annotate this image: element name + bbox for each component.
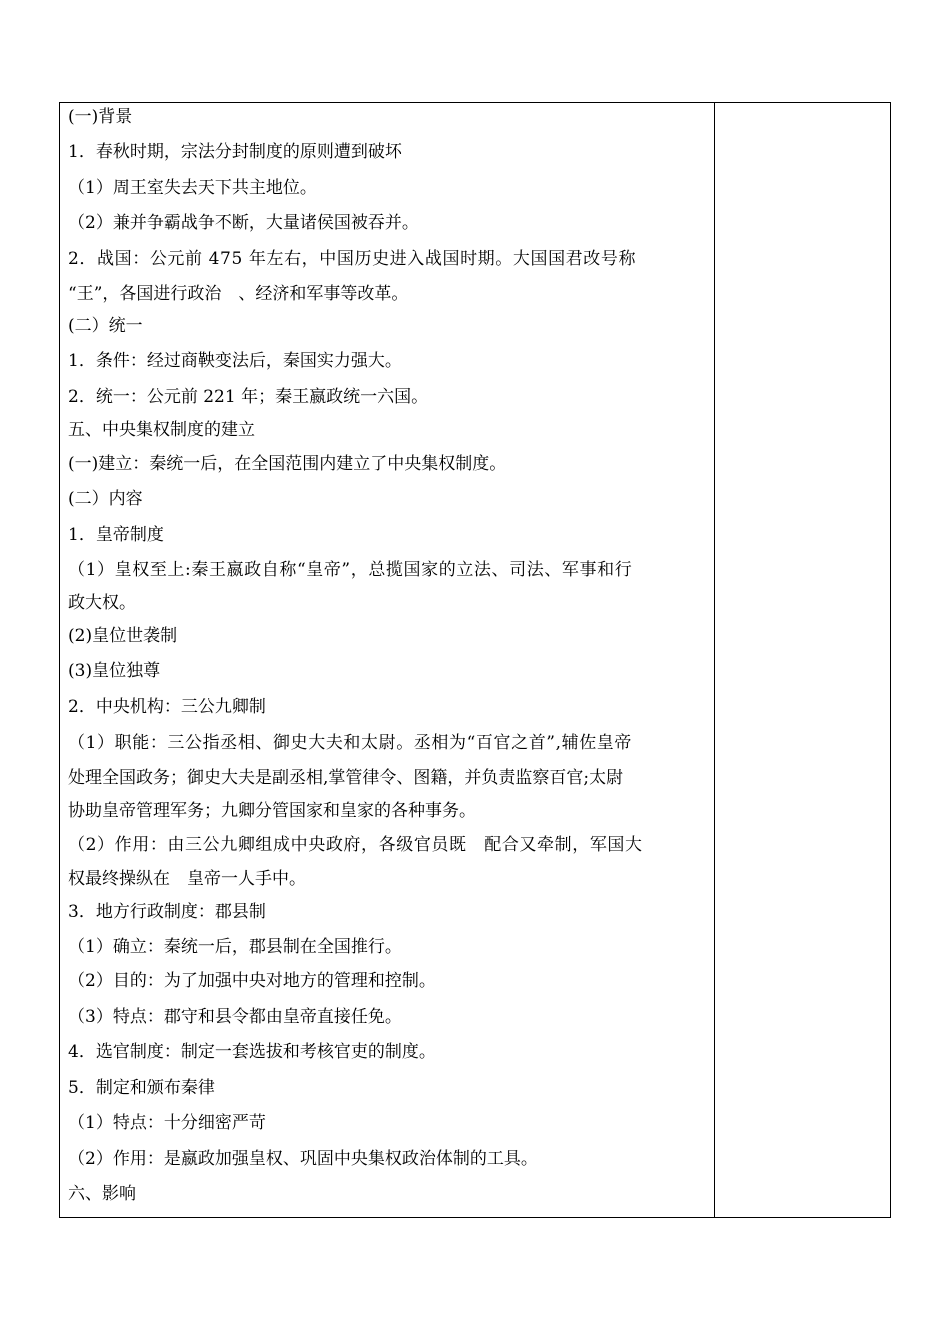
outline-table bbox=[59, 102, 891, 1218]
text-line: （1）特点：十分细密严苛 bbox=[68, 1113, 266, 1133]
section-heading: 五、中央集权制度的建立 bbox=[68, 420, 255, 440]
text-line: （1）确立：秦统一后，郡县制在全国推行。 bbox=[68, 937, 402, 957]
text-line: 1．春秋时期，宗法分封制度的原则遭到破坏 bbox=[68, 142, 402, 162]
text-line: （1）皇权至上:秦王嬴政自称“皇帝”，总揽国家的立法、司法、军事和行 bbox=[68, 560, 633, 580]
text-line: （2）作用：是嬴政加强皇权、巩固中央集权政治体制的工具。 bbox=[68, 1149, 538, 1169]
text-line: 协助皇帝管理军务；九卿分管国家和皇家的各种事务。 bbox=[68, 801, 476, 821]
text-line: 2．战国：公元前 475 年左右，中国历史进入战国时期。大国国君改号称 bbox=[68, 249, 637, 269]
text-line: (2)皇位世袭制 bbox=[68, 626, 178, 646]
notes-cell bbox=[715, 103, 890, 1217]
text-line: (3)皇位独尊 bbox=[68, 661, 161, 681]
text-line: (一)建立：秦统一后，在全国范围内建立了中央集权制度。 bbox=[68, 454, 507, 474]
text-line: 1．条件：经过商鞅变法后，秦国实力强大。 bbox=[68, 351, 402, 371]
text-line: 2．统一：公元前 221 年；秦王嬴政统一六国。 bbox=[68, 387, 429, 407]
text-line: （2）作用：由三公九卿组成中央政府，各级官员既 配合又牵制，军国大 bbox=[68, 835, 643, 855]
text-line: 1．皇帝制度 bbox=[68, 525, 164, 545]
text-line: 2．中央机构：三公九卿制 bbox=[68, 697, 266, 717]
content-cell bbox=[60, 103, 715, 1217]
text-line: （3）特点：郡守和县令都由皇帝直接任免。 bbox=[68, 1007, 402, 1027]
text-line: （2）兼并争霸战争不断，大量诸侯国被吞并。 bbox=[68, 213, 419, 233]
text-line: 3．地方行政制度：郡县制 bbox=[68, 902, 266, 922]
text-line: 政大权。 bbox=[68, 593, 136, 613]
text-line: “王”，各国进行政治 、经济和军事等改革。 bbox=[68, 284, 409, 304]
text-line: （2）目的：为了加强中央对地方的管理和控制。 bbox=[68, 971, 436, 991]
section-heading: 六、影响 bbox=[68, 1184, 136, 1204]
text-line: 4．选官制度：制定一套选拔和考核官吏的制度。 bbox=[68, 1042, 436, 1062]
text-line: (一)背景 bbox=[68, 107, 133, 127]
text-line: （1）周王室失去天下共主地位。 bbox=[68, 178, 317, 198]
text-line: 5．制定和颁布秦律 bbox=[68, 1078, 215, 1098]
text-line: (二）统一 bbox=[68, 316, 143, 336]
text-line: （1）职能：三公指丞相、御史大夫和太尉。丞相为“百官之首”,辅佐皇帝 bbox=[68, 733, 632, 753]
text-line: (二）内容 bbox=[68, 489, 143, 509]
text-line: 权最终操纵在 皇帝一人手中。 bbox=[68, 869, 306, 889]
text-line: 处理全国政务；御史大夫是副丞相,掌管律令、图籍，并负责监察百官;太尉 bbox=[68, 768, 624, 788]
